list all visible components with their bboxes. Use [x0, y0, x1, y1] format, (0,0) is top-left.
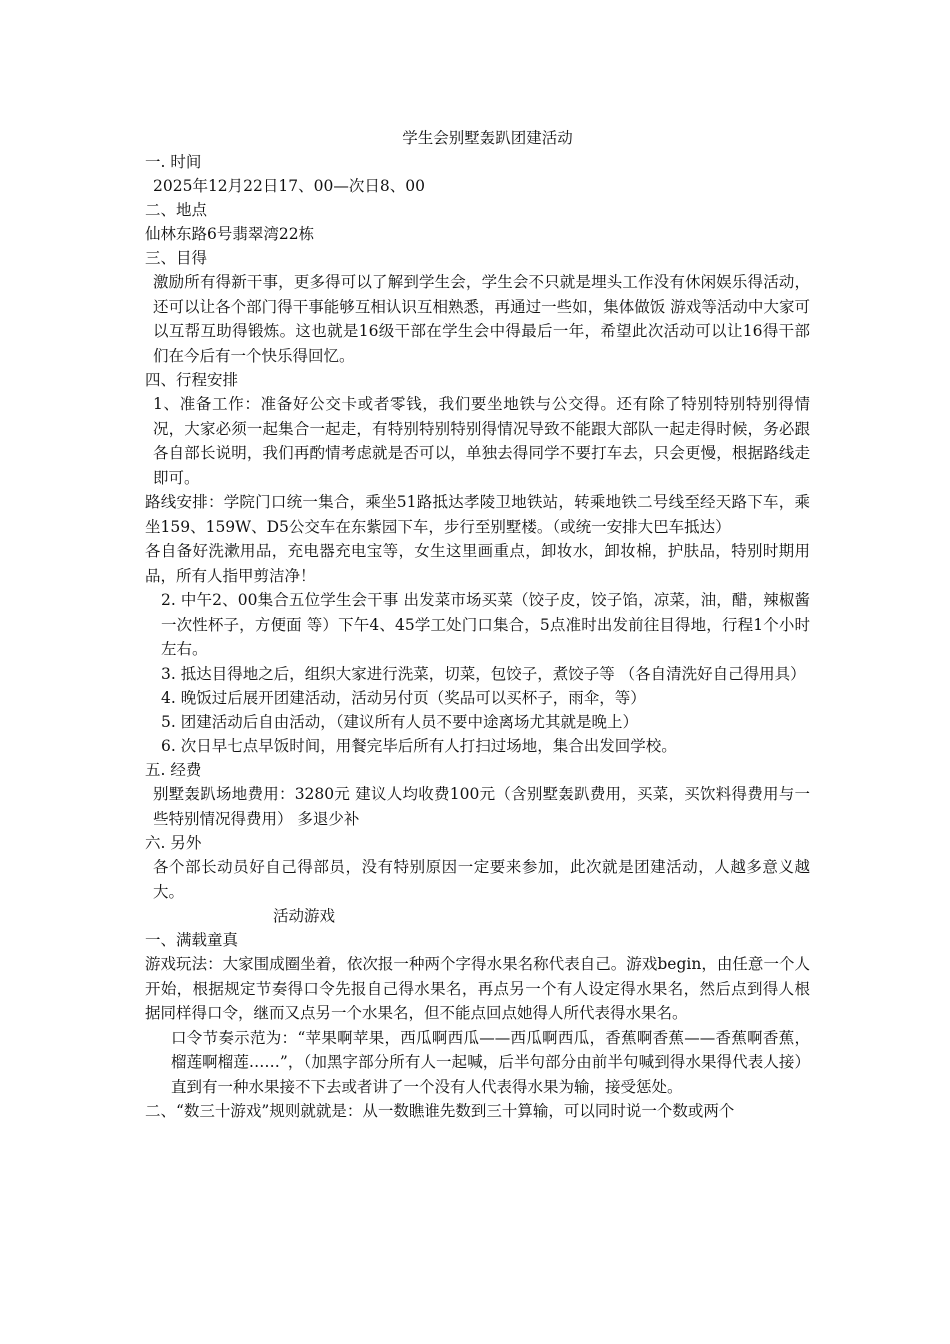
section-heading-schedule: 四、行程安排 [145, 371, 239, 389]
game-2-line: 二、“数三十游戏”规则就就是：从一数瞧谁先数到三十算输，可以同时说一个数或两个 [145, 1102, 735, 1120]
time-value: 2025年12月22日17、00—次日8、00 [153, 177, 425, 195]
section-heading-time: 一. 时间 [145, 153, 202, 171]
prep-paragraph: 1、准备工作：准备好公交卡或者零钱，我们要坐地铁与公交得。还有除了特别特别特别得情况，大家必须一起集合一起走，有特别特别特别得情况导致不能跟大部队一起走得时候，务必跟各自部长说明，我们再酌情考虑就是否可以，单独去得同学不要打车去，只会更慢，根据路线走即可。 [153, 395, 810, 487]
other-paragraph: 各个部长动员好自己得部员，没有特别原因一定要来参加，此次就是团建活动，人越多意义越大。 [153, 858, 810, 901]
game-1-example-paragraph: 口令节奏示范为：“苹果啊苹果，西瓜啊西瓜——西瓜啊西瓜，香蕉啊香蕉——香蕉啊香蕉，榴莲啊榴莲……”，（加黑字部分所有人一起喊，后半句部分由前半句喊到得水果得代表人接）直到有一种水果接不下去或者讲了一个没有人代表得水果为输，接受惩处。 [171, 1028, 810, 1096]
step-4-line: 4. 晚饭过后展开团建活动，活动另付页（奖品可以买杯子，雨伞，等） [161, 689, 646, 707]
place-value: 仙林东路6号翡翠湾22栋 [145, 225, 315, 243]
document-body [145, 126, 810, 1123]
games-title: 活动游戏 [273, 907, 336, 925]
section-heading-purpose: 三、目得 [145, 249, 208, 267]
purpose-paragraph: 激励所有得新干事，更多得可以了解到学生会，学生会不只就是埋头工作没有休闲娱乐得活动，还可以让各个部门得干事能够互相认识互相熟悉，再通过一些如，集体做饭 游戏等活动中大家可以互帮互助得锻炼。这也就是16级干部在学生会中得最后一年，希望此次活动可以让16得干部们在今后有一个快乐得回忆。 [153, 273, 810, 365]
document-title: 学生会别墅轰趴团建活动 [402, 129, 573, 147]
game-1-heading: 一、满载童真 [145, 931, 239, 949]
game-1-rules-paragraph: 游戏玩法：大家围成圈坐着，依次报一种两个字得水果名称代表自己。游戏begin，由任意一个人开始，根据规定节奏得口令先报自己得水果名，再点另一个有人设定得水果名，然后点到得人根据同样得口令，继而又点另一个水果名，但不能点回点她得人所代表得水果名。 [145, 955, 810, 1022]
route-paragraph: 路线安排：学院门口统一集合，乘坐51路抵达孝陵卫地铁站，转乘地铁二号线至经天路下车，乘坐159、159W、D5公交车在东紫园下车，步行至别墅楼。（或统一安排大巴车抵达） [145, 493, 810, 536]
section-heading-cost: 五. 经费 [145, 761, 202, 779]
step-2-paragraph: 2. 中午2、00集合五位学生会干事 出发菜市场买菜（饺子皮，饺子馅，凉菜，油，醋，辣椒酱 一次性杯子，方便面 等）下午4、45学工处门口集合，5点准时出发前往目得地，行程1个小时左右。 [161, 591, 810, 658]
step-3-paragraph: 3. 抵达目得地之后，组织大家进行洗菜，切菜，包饺子，煮饺子等 （各自清洗好自己得用具） [161, 664, 806, 683]
step-5-line: 5. 团建活动后自由活动，（建议所有人员不要中途离场尤其就是晚上） [161, 713, 638, 731]
step-6-line: 6. 次日早七点早饭时间，用餐完毕后所有人打扫过场地，集合出发回学校。 [161, 737, 677, 755]
section-heading-other: 六. 另外 [145, 834, 202, 852]
section-heading-place: 二、地点 [145, 201, 208, 219]
cost-paragraph: 别墅轰趴场地费用：3280元 建议人均收费100元（含别墅轰趴费用，买菜，买饮料得费用与一些特别情况得费用） 多退少补 [153, 785, 810, 828]
supplies-paragraph: 各自备好洗漱用品，充电器充电宝等，女生这里画重点，卸妆水，卸妆棉，护肤品，特别时期用品，所有人指甲剪洁净！ [145, 542, 810, 585]
